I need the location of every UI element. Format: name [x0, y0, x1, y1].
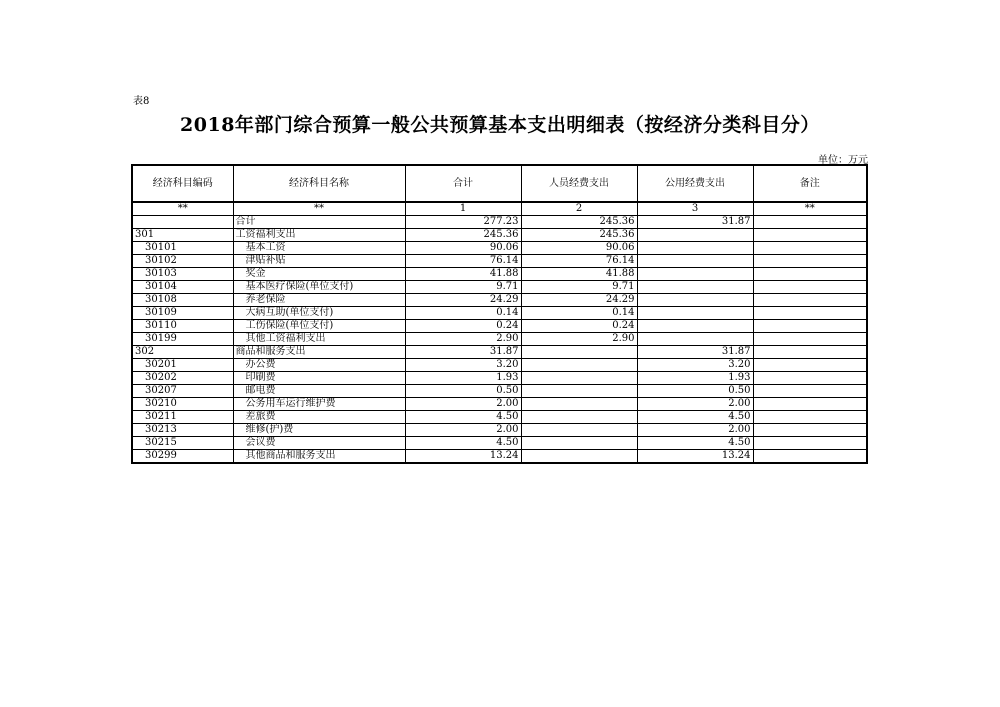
table-row	[132, 229, 867, 242]
header-remark: 备注	[753, 165, 867, 202]
table-row	[132, 255, 867, 268]
table-row	[132, 359, 867, 372]
cell-public: 0.50	[637, 385, 753, 398]
index-public: 3	[637, 202, 753, 216]
cell-code: 30102	[132, 255, 233, 268]
cell-total: 2.00	[405, 424, 521, 437]
cell-personnel: 245.36	[521, 216, 637, 229]
cell-remark	[753, 255, 867, 268]
cell-name: 基本医疗保险(单位支付)	[233, 281, 405, 294]
cell-personnel: 2.90	[521, 333, 637, 346]
cell-total: 90.06	[405, 242, 521, 255]
index-code: **	[132, 202, 233, 216]
cell-total: 13.24	[405, 450, 521, 464]
cell-public	[637, 229, 753, 242]
cell-remark	[753, 437, 867, 450]
cell-code: 30210	[132, 398, 233, 411]
cell-name: 养老保险	[233, 294, 405, 307]
cell-remark	[753, 281, 867, 294]
table-row	[132, 242, 867, 255]
cell-remark	[753, 242, 867, 255]
cell-personnel: 0.24	[521, 320, 637, 333]
cell-code: 30207	[132, 385, 233, 398]
cell-name: 工资福利支出	[233, 229, 405, 242]
cell-public	[637, 281, 753, 294]
cell-total: 0.50	[405, 385, 521, 398]
page-title: 2018年部门综合预算一般公共预算基本支出明细表（按经济分类科目分）	[180, 114, 820, 136]
cell-code: 30215	[132, 437, 233, 450]
cell-public	[637, 320, 753, 333]
cell-total: 24.29	[405, 294, 521, 307]
cell-code: 30201	[132, 359, 233, 372]
cell-public: 4.50	[637, 437, 753, 450]
cell-name: 其他商品和服务支出	[233, 450, 405, 464]
cell-total: 245.36	[405, 229, 521, 242]
cell-personnel	[521, 424, 637, 437]
table-row	[132, 385, 867, 398]
cell-total: 76.14	[405, 255, 521, 268]
cell-code: 30109	[132, 307, 233, 320]
cell-code	[132, 216, 233, 229]
table-row	[132, 294, 867, 307]
cell-total: 4.50	[405, 437, 521, 450]
table-row	[132, 398, 867, 411]
cell-name: 会议费	[233, 437, 405, 450]
cell-code: 30108	[132, 294, 233, 307]
cell-personnel	[521, 398, 637, 411]
cell-personnel: 90.06	[521, 242, 637, 255]
cell-total: 9.71	[405, 281, 521, 294]
cell-total: 0.14	[405, 307, 521, 320]
cell-code: 30110	[132, 320, 233, 333]
cell-total: 0.24	[405, 320, 521, 333]
cell-code: 30213	[132, 424, 233, 437]
cell-remark	[753, 216, 867, 229]
cell-name: 公务用车运行维护费	[233, 398, 405, 411]
index-total: 1	[405, 202, 521, 216]
cell-personnel	[521, 437, 637, 450]
cell-total: 2.00	[405, 398, 521, 411]
cell-name: 津贴补贴	[233, 255, 405, 268]
cell-personnel: 24.29	[521, 294, 637, 307]
cell-personnel	[521, 346, 637, 359]
cell-public	[637, 242, 753, 255]
index-name: **	[233, 202, 405, 216]
cell-name: 维修(护)费	[233, 424, 405, 437]
cell-public	[637, 307, 753, 320]
table-row	[132, 424, 867, 437]
table-row	[132, 216, 867, 229]
table-row	[132, 450, 867, 464]
cell-remark	[753, 320, 867, 333]
cell-public: 13.24	[637, 450, 753, 464]
table-row	[132, 320, 867, 333]
cell-public: 4.50	[637, 411, 753, 424]
cell-public: 31.87	[637, 346, 753, 359]
cell-public: 2.00	[637, 424, 753, 437]
table-row	[132, 437, 867, 450]
cell-total: 31.87	[405, 346, 521, 359]
cell-total: 277.23	[405, 216, 521, 229]
cell-remark	[753, 229, 867, 242]
cell-remark	[753, 450, 867, 464]
table-header	[132, 165, 867, 202]
cell-personnel: 9.71	[521, 281, 637, 294]
table-row	[132, 346, 867, 359]
cell-remark	[753, 333, 867, 346]
table-row	[132, 268, 867, 281]
cell-personnel	[521, 450, 637, 464]
cell-total: 4.50	[405, 411, 521, 424]
cell-code: 30202	[132, 372, 233, 385]
cell-name: 其他工资福利支出	[233, 333, 405, 346]
cell-remark	[753, 424, 867, 437]
cell-code: 30104	[132, 281, 233, 294]
table-row	[132, 307, 867, 320]
cell-code: 30101	[132, 242, 233, 255]
header-name: 经济科目名称	[233, 165, 405, 202]
cell-total: 3.20	[405, 359, 521, 372]
cell-public: 1.93	[637, 372, 753, 385]
cell-public: 3.20	[637, 359, 753, 372]
cell-name: 差旅费	[233, 411, 405, 424]
cell-code: 30211	[132, 411, 233, 424]
cell-total: 1.93	[405, 372, 521, 385]
header-personnel: 人员经费支出	[521, 165, 637, 202]
cell-remark	[753, 372, 867, 385]
cell-public	[637, 255, 753, 268]
cell-name: 商品和服务支出	[233, 346, 405, 359]
cell-remark	[753, 268, 867, 281]
cell-remark	[753, 385, 867, 398]
cell-personnel	[521, 411, 637, 424]
cell-name: 邮电费	[233, 385, 405, 398]
cell-remark	[753, 411, 867, 424]
cell-personnel	[521, 385, 637, 398]
table-row	[132, 281, 867, 294]
cell-public	[637, 268, 753, 281]
budget-table	[131, 164, 868, 464]
cell-name: 印刷费	[233, 372, 405, 385]
cell-name: 奖金	[233, 268, 405, 281]
cell-personnel: 0.14	[521, 307, 637, 320]
cell-code: 302	[132, 346, 233, 359]
cell-public: 2.00	[637, 398, 753, 411]
cell-remark	[753, 294, 867, 307]
header-total: 合计	[405, 165, 521, 202]
cell-personnel	[521, 372, 637, 385]
index-row	[132, 202, 867, 216]
cell-personnel: 41.88	[521, 268, 637, 281]
cell-personnel	[521, 359, 637, 372]
cell-name: 基本工资	[233, 242, 405, 255]
cell-name: 工伤保险(单位支付)	[233, 320, 405, 333]
unit-label: 单位：万元	[818, 155, 868, 166]
cell-personnel: 76.14	[521, 255, 637, 268]
cell-total: 41.88	[405, 268, 521, 281]
index-personnel: 2	[521, 202, 637, 216]
cell-name: 大病互助(单位支付)	[233, 307, 405, 320]
index-remark: **	[753, 202, 867, 216]
cell-remark	[753, 307, 867, 320]
cell-code: 30299	[132, 450, 233, 464]
cell-remark	[753, 359, 867, 372]
cell-personnel: 245.36	[521, 229, 637, 242]
cell-remark	[753, 398, 867, 411]
cell-public: 31.87	[637, 216, 753, 229]
cell-code: 301	[132, 229, 233, 242]
header-code: 经济科目编码	[132, 165, 233, 202]
cell-remark	[753, 346, 867, 359]
table-row	[132, 333, 867, 346]
table-row	[132, 411, 867, 424]
cell-code: 30103	[132, 268, 233, 281]
cell-code: 30199	[132, 333, 233, 346]
table-body	[132, 202, 867, 463]
cell-name: 合计	[233, 216, 405, 229]
cell-public	[637, 294, 753, 307]
cell-public	[637, 333, 753, 346]
cell-total: 2.90	[405, 333, 521, 346]
header-public: 公用经费支出	[637, 165, 753, 202]
table-number-label: 表8	[133, 96, 150, 107]
cell-name: 办公费	[233, 359, 405, 372]
table-row	[132, 372, 867, 385]
